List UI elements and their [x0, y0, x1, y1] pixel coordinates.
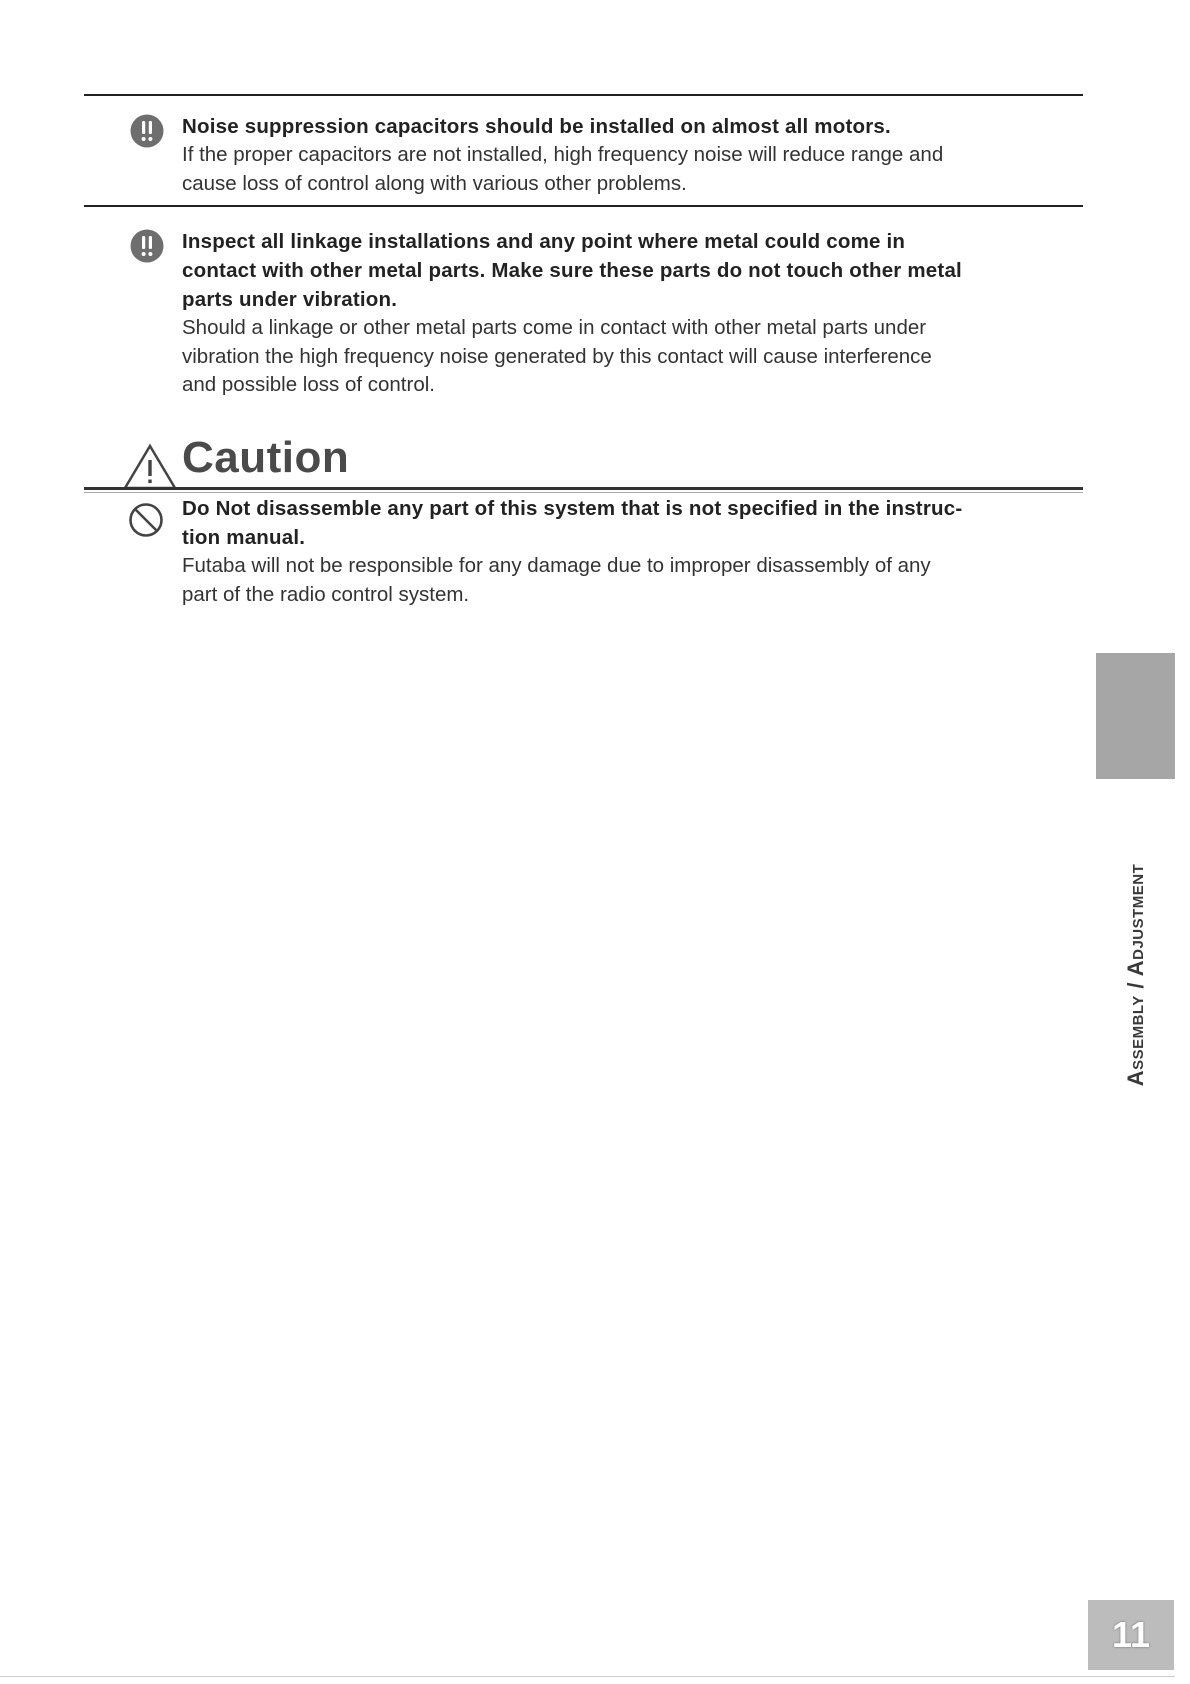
- bottom-edge-rule: [0, 1676, 1175, 1677]
- exclamation-circle-icon: [129, 113, 165, 149]
- prohibition-icon: [128, 502, 164, 538]
- caution-heading-line: tion manual.: [182, 526, 306, 549]
- section-tab-label: Assembly / Adjustment: [1123, 863, 1148, 1087]
- caution-heading: [182, 494, 1062, 552]
- caution-heading-line: Do Not disassemble any part of this system that is not specified in the instruc-: [182, 497, 963, 520]
- note-heading-line: Inspect all linkage installations and any point where metal could come in: [182, 230, 906, 253]
- section-tab-marker: [1096, 653, 1175, 779]
- caution-rule-shadow: [84, 492, 1083, 493]
- note-linkage-inspection: [182, 227, 1062, 400]
- page-number: 11: [1111, 1614, 1151, 1655]
- caution-title: Caution: [182, 433, 350, 482]
- note-body-line: If the proper capacitors are not installed, high frequency noise will reduce range and: [182, 143, 944, 166]
- note-body-line: Should a linkage or other metal parts come in contact with other metal parts under: [182, 316, 927, 339]
- caution-disassembly: [182, 494, 1062, 609]
- note-body: [182, 141, 1082, 198]
- caution-body: [182, 552, 1062, 609]
- note-body-line: and possible loss of control.: [182, 373, 435, 396]
- note-body-line: vibration the high frequency noise generated by this contact will cause interference: [182, 344, 932, 368]
- warning-triangle-icon: [122, 443, 178, 491]
- note-heading-line: contact with other metal parts. Make sure these parts do not touch other metal: [182, 259, 962, 282]
- caution-body-line: Futaba will not be responsible for any damage due to improper disassembly of any: [182, 554, 931, 577]
- note-body: [182, 314, 1062, 400]
- note-noise-suppression: [182, 112, 1082, 198]
- top-rule: [84, 94, 1083, 96]
- note-body-line: cause loss of control along with various other problems.: [182, 171, 687, 195]
- note-heading: [182, 227, 1062, 314]
- section-divider: [84, 205, 1083, 207]
- note-heading-line: parts under vibration.: [182, 288, 398, 311]
- note-heading: Noise suppression capacitors should be installed on almost all motors.: [182, 115, 891, 138]
- caution-rule: [84, 487, 1083, 490]
- caution-body-line: part of the radio control system.: [182, 582, 470, 606]
- exclamation-circle-icon: [129, 228, 165, 264]
